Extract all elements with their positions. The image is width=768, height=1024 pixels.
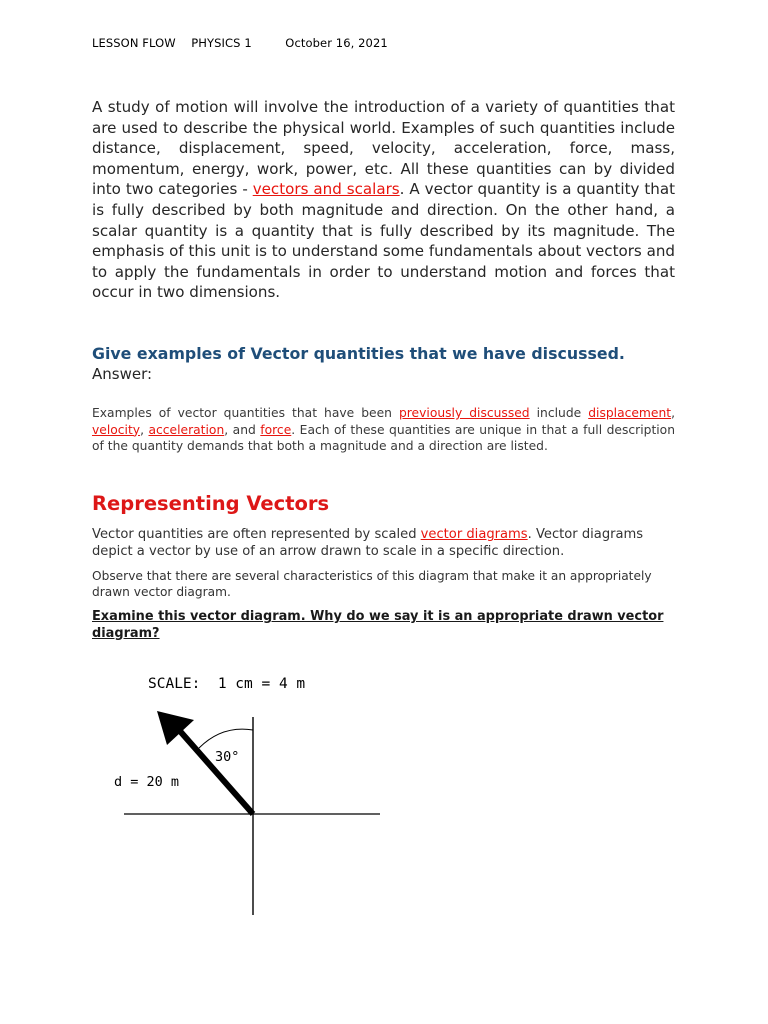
- acceleration-link[interactable]: acceleration: [148, 422, 225, 437]
- header-date: October 16, 2021: [285, 36, 388, 50]
- vector-diagrams-paragraph: [92, 526, 675, 560]
- intro-paragraph: [92, 97, 675, 303]
- angle-label: 30°: [215, 749, 240, 765]
- observe-paragraph: Observe that there are several characteristics of this diagram that make it an appropriately drawn vector diagram.: [92, 569, 652, 599]
- angle-arc: [199, 729, 253, 748]
- examine-prompt: Examine this vector diagram. Why do we say it is an appropriate drawn vector diagram?: [92, 609, 664, 641]
- answer-comma: ,: [671, 406, 676, 420]
- displacement-vector: [172, 722, 253, 814]
- previously-discussed-link[interactable]: previously discussed: [398, 406, 530, 420]
- answer-include-text: include: [529, 406, 589, 420]
- scale-label: SCALE: 1 cm = 4 m: [148, 676, 306, 692]
- document-header: [92, 36, 388, 50]
- answer-and-text: , and: [224, 422, 261, 437]
- velocity-link[interactable]: velocity: [92, 422, 141, 437]
- p1-tail-text: . Vector diagrams depict a vector by use of an arrow drawn to scale in a specific direction.: [92, 527, 644, 559]
- answer-label: Answer:: [92, 365, 153, 383]
- section-title: Representing Vectors: [92, 492, 330, 515]
- answer-paragraph: [92, 405, 675, 455]
- question-heading: Give examples of Vector quantities that we have discussed.: [92, 344, 625, 363]
- magnitude-label: d = 20 m: [114, 774, 180, 790]
- vector-diagrams-link[interactable]: vector diagrams: [420, 527, 528, 542]
- p1-lead-text: Vector quantities are often represented by scaled: [92, 527, 421, 542]
- answer-tail-text: . Each of these quantities are unique in that a full description of the quantity demands that both a magnitude and a direction are listed.: [92, 422, 675, 453]
- header-subject: PHYSICS 1: [191, 36, 252, 50]
- displacement-link[interactable]: displacement: [588, 406, 672, 420]
- answer-comma: ,: [140, 422, 149, 437]
- header-lesson: LESSON FLOW: [92, 36, 176, 50]
- answer-lead-text: Examples of vector quantities that have been: [92, 406, 399, 420]
- intro-tail-text: . A vector quantity is a quantity that is fully described by both magnitude and direction. On the other hand, a scalar quantity is a quantity that is fully described by its magnitude. The emphasis of this unit is to understand some fundamentals about vectors and to apply the fundamentals in order to understand motion and forces that occur in two dimensions.: [92, 180, 675, 302]
- vectors-and-scalars-link[interactable]: vectors and scalars: [252, 180, 400, 199]
- vector-diagram: [100, 665, 400, 925]
- intro-lead-text: A study of motion will involve the introduction of a variety of quantities that are used to describe the physical world. Examples of such quantities include distance, displacement, speed, velocity, acceleration, force, mass, momentum, energy, work, power, etc. All these quantities can by divided into two categories -: [92, 98, 675, 199]
- force-link[interactable]: force: [260, 422, 292, 437]
